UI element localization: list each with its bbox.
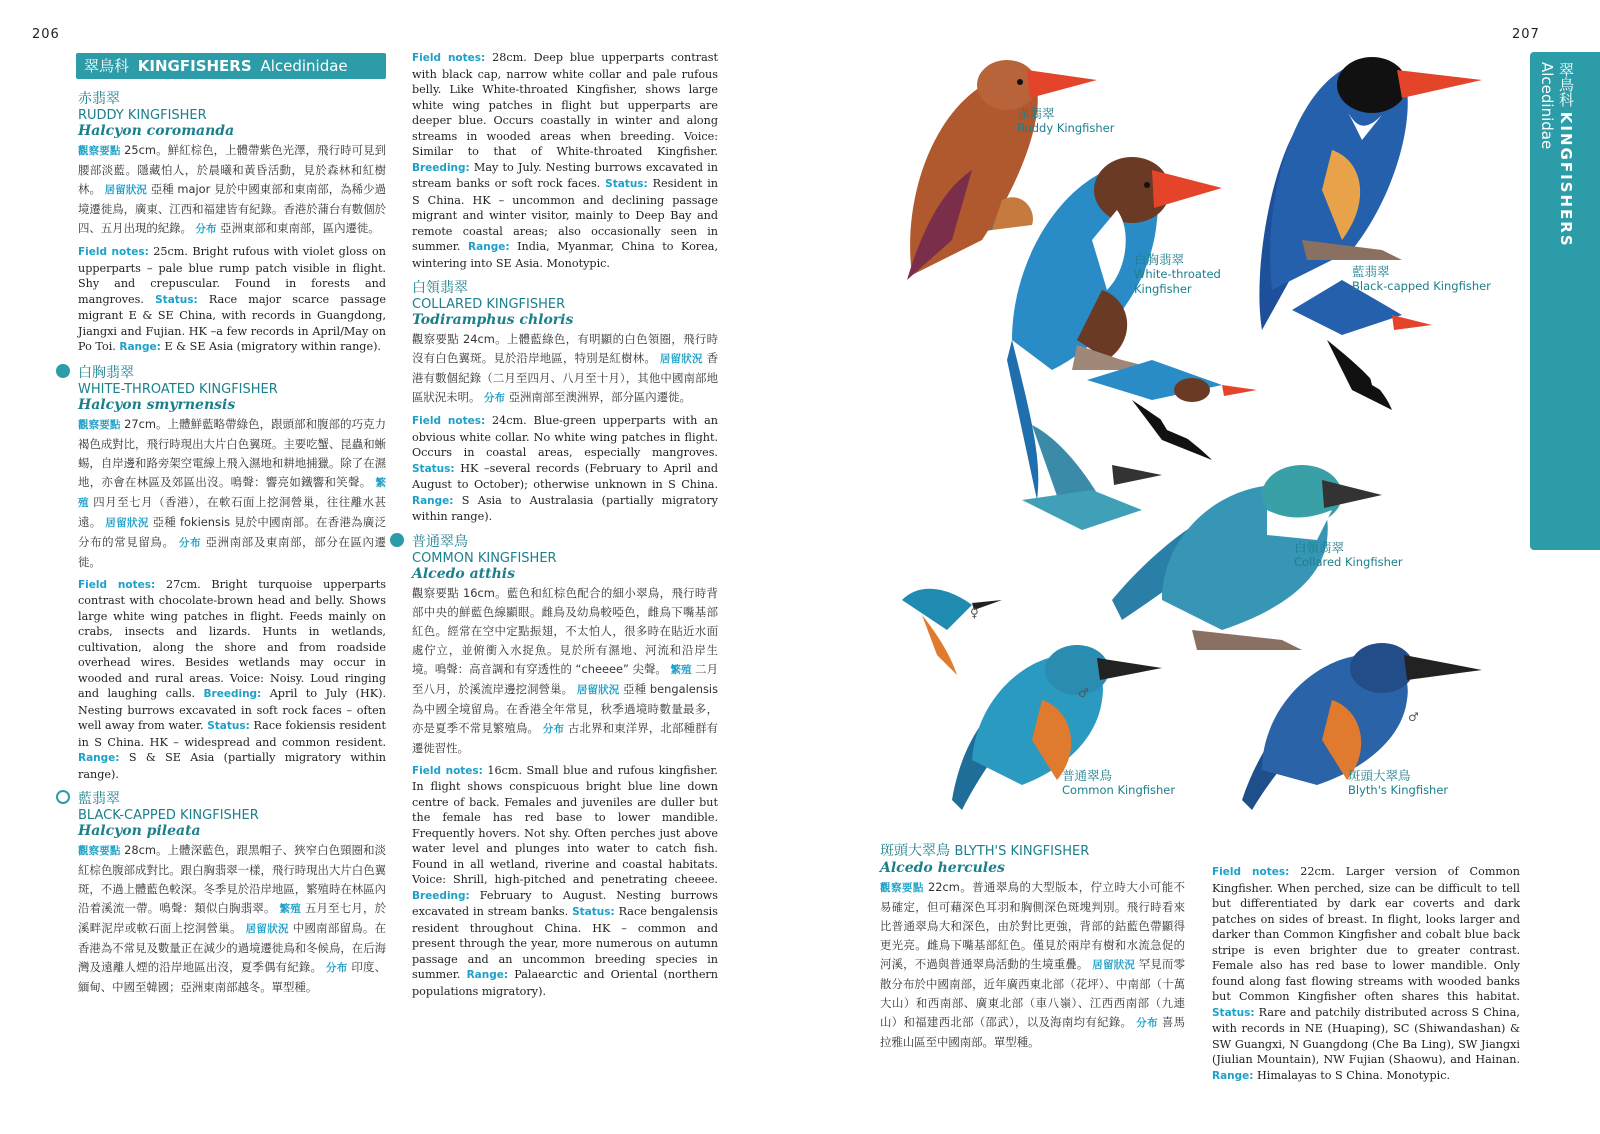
zh-description bbox=[78, 141, 386, 239]
column-2 bbox=[412, 50, 718, 1005]
species-name-sci: Halcyon smyrnensis bbox=[78, 396, 236, 413]
zh-status: 亞種 bengalensis 為中國全境留鳥。在香港全年常見，秋季過境時數量最多，亦是夏季不常見繁殖鳥。 bbox=[412, 681, 718, 735]
species-name-sci: Todiramphus chloris bbox=[412, 312, 574, 328]
label-range: Range: bbox=[412, 494, 454, 507]
zh-status: 亞種 fokiensis 見於中國南部。在香港為廣泛分布的常見留鳥。 bbox=[78, 514, 386, 549]
label-status: Status: bbox=[572, 906, 615, 918]
illustration-plate bbox=[862, 40, 1522, 830]
label-zh-notes: 觀察要點 bbox=[880, 882, 924, 894]
fn-range: Himalayas to S China. Monotypic. bbox=[1257, 1068, 1451, 1082]
label-range: Range: bbox=[466, 969, 509, 981]
species-ruddy bbox=[78, 88, 386, 356]
species-name-en: BLACK-CAPPED KINGFISHER bbox=[78, 808, 259, 823]
label-zh-notes: 觀察要點 bbox=[412, 332, 459, 346]
fn-body: 28cm. Deep blue upperparts contrast with black cap, narrow white collar and pale rufous belly. Like White-throated Kingfisher, shows large white wing patches in flight but upperparts are deeper blue. Occurs coastally in winter and along streams in wooded areas when breeding. Voice: Similar to that of White-throated Kingfisher. bbox=[412, 51, 718, 158]
caption-black-capped bbox=[1352, 264, 1491, 294]
zh-breeding: 五月至七月，於溪畔泥岸或軟石面上挖洞營巢。 bbox=[78, 901, 386, 935]
column-1 bbox=[78, 88, 386, 1003]
fn-range: S Asia to Australasia (partially migratory within range). bbox=[412, 493, 718, 523]
label-status: Status: bbox=[1212, 1006, 1255, 1019]
label-range: Range: bbox=[1212, 1069, 1254, 1082]
caption-en-line2: Kingfisher bbox=[1134, 282, 1192, 296]
caption-white-throated bbox=[1134, 252, 1221, 297]
caption-en-line1: White-throated bbox=[1134, 267, 1221, 281]
label-zh-range: 分布 bbox=[326, 962, 348, 974]
species-name-zh: 普通翠鳥 bbox=[412, 533, 468, 550]
zh-body: 24cm。上體藍綠色，有明顯的白色領圈，飛行時沒有白色翼斑。見於沿岸地區，特別是紅樹林。 bbox=[412, 332, 718, 365]
species-name-en: COMMON KINGFISHER bbox=[412, 550, 557, 566]
zh-status: 香港有數個紀錄（二月至四月、八月至十月），其他中國南部地區狀況未明。 bbox=[412, 351, 719, 404]
species-name-sci: Alcedo atthis bbox=[412, 565, 515, 582]
label-field-notes: Field notes: bbox=[412, 415, 486, 427]
label-field-notes: Field notes: bbox=[78, 246, 149, 258]
zh-body: 25cm。鮮紅棕色，上體帶紫色光澤，飛行時可見到腰部淡藍。隱藏怕人，於晨曦和黃昏活動，見於森林和紅樹林。 bbox=[78, 143, 387, 196]
fn-body: 25cm. Bright rufous with violet gloss on upperparts – pale blue rump patch visible in flight. Shy and crepuscular. Found in forests and mangroves. bbox=[78, 245, 386, 306]
zh-description bbox=[412, 584, 718, 758]
label-zh-range: 分布 bbox=[195, 223, 217, 235]
white-throated-kingfisher-flight-illustration bbox=[1087, 360, 1257, 460]
resident-marker-icon bbox=[56, 364, 70, 378]
common-kingfisher-flight-illustration bbox=[902, 589, 1002, 675]
species-name-zh: 赤翡翠 bbox=[78, 91, 120, 107]
label-zh-range: 分布 bbox=[1136, 1017, 1158, 1029]
caption-en: Blyth's Kingfisher bbox=[1348, 783, 1449, 797]
fn-status: Race fokiensis resident in S China. HK – widespread and common resident. bbox=[78, 719, 386, 749]
label-field-notes: Field notes: bbox=[412, 52, 486, 64]
fn-range: S & SE Asia (partially migratory within range). bbox=[78, 751, 387, 781]
label-breeding: Breeding: bbox=[412, 889, 470, 902]
zh-description bbox=[78, 415, 386, 572]
side-tab-sci: Alcedinidae bbox=[1538, 62, 1556, 150]
species-name-zh bbox=[880, 840, 1185, 860]
caption-blyths bbox=[1348, 768, 1448, 798]
fn-body: 22cm. Larger version of Common Kingfisher. When perched, size can be difficult to tell but differentiated by dark ear coverts and dark patches on sides of breast. In flight, looks larger and darker than Common Kingfisher and cobalt blue back stripe is even brighter due to greater contrast. Female also has red base to lower mandible. Only found along fast flowing streams with wooded banks but Common Kingfisher often shares this habitat. bbox=[1212, 865, 1520, 1003]
caption-en: Collared Kingfisher bbox=[1294, 555, 1403, 569]
zh-breeding: 二月至八月，於溪流岸邊挖洞營巢。 bbox=[412, 661, 718, 696]
label-status: Status: bbox=[155, 293, 198, 306]
label-zh-breeding: 繁殖 bbox=[279, 903, 301, 915]
label-zh-status: 居留狀況 bbox=[1092, 959, 1136, 971]
caption-zh: 斑頭大翠鳥 bbox=[1348, 768, 1411, 783]
fn-status: Resident in S China. HK – uncommon and declining passage migrant and winter visitor, mainly to Deep Bay and remote coastal areas; also occasionally seen in summer. bbox=[412, 177, 718, 253]
zh-range: 印度、緬甸、中國至韓國；亞洲東南部越冬。單型種。 bbox=[78, 960, 386, 994]
label-zh-notes: 觀察要點 bbox=[78, 418, 121, 431]
field-notes bbox=[78, 244, 386, 356]
zh-range: 亞洲南部及東南部，部分在區內遷徙。 bbox=[78, 534, 387, 569]
label-zh-breeding: 繁殖 bbox=[670, 663, 692, 676]
zh-description bbox=[78, 841, 386, 997]
species-name-en: BLYTH'S KINGFISHER bbox=[954, 844, 1090, 859]
zh-body: 28cm。上體深藍色，跟黑帽子、狹窄白色頸圈和淡紅棕色腹部成對比。跟白胸翡翠一樣，飛行時現出大片白色翼斑，不過上體藍色較深。冬季見於沿岸地區，繁殖時在林區內沿着溪流一帶。鳴聲：類似白胸翡翠。 bbox=[78, 843, 387, 915]
field-notes bbox=[412, 763, 718, 1000]
kingfisher-illustrations bbox=[862, 40, 1522, 830]
caption-zh: 赤翡翠 bbox=[1017, 106, 1055, 121]
species-name-zh: 白胸翡翠 bbox=[78, 364, 134, 381]
zh-body: 16cm。藍色和紅棕色配合的細小翠鳥，飛行時背部中央的鮮藍色線顯眼。雌鳥及幼鳥較啞色，雌鳥下嘴基部紅色。經常在空中定點振翅，不太怕人，很多時在貼近水面處佇立，並俯衝入水捉魚。見於所有濕地、河流和沿岸生境。鳴聲：高音調和有穿透性的 “cheeee” 尖聲。 bbox=[412, 585, 718, 676]
label-status: Status: bbox=[605, 178, 648, 190]
species-name-zh: 藍翡翠 bbox=[78, 791, 120, 807]
male-symbol-common: ♂ bbox=[1078, 686, 1089, 700]
family-header-zh: 翠鳥科 bbox=[84, 57, 130, 75]
field-notes bbox=[78, 577, 386, 783]
label-zh-status: 居留狀況 bbox=[245, 923, 289, 935]
side-tab-en: KINGFISHERS bbox=[1557, 111, 1575, 248]
label-zh-breeding: 繁殖 bbox=[78, 476, 386, 509]
migrant-marker-icon bbox=[56, 790, 70, 804]
label-status: Status: bbox=[412, 462, 455, 475]
side-tab-zh: 翠鳥科 bbox=[1557, 62, 1575, 107]
page-number-left: 206 bbox=[32, 27, 60, 42]
caption-zh: 藍翡翠 bbox=[1352, 264, 1390, 279]
fn-status: Race bengalensis resident throughout China. HK – common and present through the year, more numerous on autumn passage and an uncommon breeding species in summer. bbox=[412, 905, 719, 981]
species-name-sci: Halcyon coromanda bbox=[78, 123, 235, 139]
blyths-field-notes-column bbox=[1212, 864, 1520, 1090]
zh-description bbox=[880, 878, 1185, 1052]
caption-en: Ruddy Kingfisher bbox=[1017, 121, 1115, 135]
zh-status: 中國南部留鳥。在香港為不常見及數量正在減少的過境遷徙鳥和冬候鳥，在后海灣及遠離人煙的沿岸地區出沒，夏季偶有紀錄。 bbox=[78, 921, 386, 974]
zh-range: 亞洲東部和東南部，區內遷徙。 bbox=[220, 221, 380, 235]
family-header bbox=[76, 53, 386, 79]
caption-zh: 普通翠鳥 bbox=[1062, 768, 1113, 783]
label-status: Status: bbox=[207, 720, 250, 732]
label-zh-range: 分布 bbox=[542, 722, 565, 735]
label-zh-notes: 觀察要點 bbox=[78, 145, 121, 157]
fn-status: Rare and patchily distributed across S China, with records in NE (Huaping), SC (Shiwandashan) & SW Guangxi, N Guangdong (Che Ba Ling), SW Jiangxi (Jiulian Mountain), NW Fujian (Shaowu), and Hainan. bbox=[1212, 1005, 1520, 1066]
fn-status: HK –several records (February to April and August to October); otherwise unknown in S China. bbox=[412, 461, 718, 491]
collared-kingfisher-flight-illustration bbox=[1022, 425, 1162, 530]
label-zh-status: 居留狀況 bbox=[576, 683, 620, 696]
family-header-sci: Alcedinidae bbox=[260, 57, 348, 75]
label-field-notes: Field notes: bbox=[412, 764, 483, 777]
label-breeding: Breeding: bbox=[412, 161, 470, 174]
male-symbol-blyths: ♂ bbox=[1408, 710, 1419, 724]
species-black-capped bbox=[78, 788, 386, 997]
black-capped-kingfisher-flight-illustration bbox=[1292, 280, 1432, 410]
field-notes-black-capped bbox=[412, 50, 718, 271]
fn-body: 27cm. Bright turquoise upperparts contrast with chocolate-brown head and belly. Shows large white wing patches in flight. Feeds mainly on crabs, insects and lizards. Hunts in wetlands, cultivation, along the shore and from roadside overhead wires. Besides wetlands may occur in wooded and rural areas. Voice: Noisy. Loud ringing and laughing calls. bbox=[78, 577, 386, 700]
fn-breeding: February to August. Nesting burrows excavated in stream banks. bbox=[412, 888, 718, 918]
resident-marker-icon bbox=[390, 533, 404, 547]
label-zh-notes: 觀察要點 bbox=[78, 845, 121, 857]
caption-zh: 白胸翡翠 bbox=[1134, 252, 1185, 267]
family-header-en: KINGFISHERS bbox=[137, 57, 252, 75]
caption-zh: 白領翡翠 bbox=[1294, 540, 1345, 555]
zh-status: 罕見而零散分布於中國南部，近年廣西東北部（花坪）、中南部（十萬大山）和西南部、廣東北部（車八嶺）、江西西南部（九連山）和福建西北部（邵武），以及海南均有紀錄。 bbox=[880, 957, 1185, 1029]
field-notes bbox=[412, 413, 718, 525]
label-zh-range: 分布 bbox=[483, 392, 505, 404]
species-name-zh: 白領翡翠 bbox=[412, 280, 468, 296]
species-name-en: RUDDY KINGFISHER bbox=[78, 108, 207, 123]
page-number-right: 207 bbox=[1512, 27, 1540, 42]
fn-range: India, Myanmar, China to Korea, wintering into SE Asia. Monotypic. bbox=[412, 240, 719, 270]
label-zh-status: 居留狀況 bbox=[105, 516, 149, 529]
label-field-notes: Field notes: bbox=[1212, 866, 1290, 878]
label-zh-notes: 觀察要點 bbox=[412, 585, 459, 600]
side-tab bbox=[1530, 52, 1600, 550]
species-common bbox=[412, 531, 718, 1000]
species-white-throated bbox=[78, 362, 386, 783]
label-breeding: Breeding: bbox=[203, 688, 262, 700]
fn-body: 24cm. Blue-green upperparts with an obvious white collar. No white wing patches in flight. Occurs in coastal areas, especially mangroves. bbox=[412, 414, 718, 459]
species-name-zh-text: 斑頭大翠鳥 bbox=[880, 843, 950, 859]
caption-en: Black-capped Kingfisher bbox=[1352, 279, 1491, 293]
fn-range: Palaearctic and Oriental (northern populations migratory). bbox=[412, 968, 718, 998]
label-range: Range: bbox=[468, 241, 510, 253]
zh-body: 27cm。上體鮮藍略帶綠色，跟頭部和腹部的巧克力褐色成對比，飛行時現出大片白色翼斑。主要吃蟹、昆蟲和蜥蜴，自岸邊和路旁架空電線上飛入濕地和耕地捕獵。除了在濕地，亦會在林區及郊區出沒。鳴聲：響亮如鐵響和笑聲。 bbox=[78, 416, 387, 489]
label-range: Range: bbox=[119, 341, 161, 353]
species-blyths bbox=[880, 840, 1185, 1057]
fn-range: E & SE Asia (migratory within range). bbox=[164, 340, 381, 353]
fn-breeding: May to July. Nesting burrows excavated in stream banks or soft rock faces. bbox=[412, 160, 718, 190]
fn-body: 16cm. Small blue and rufous kingfisher. In flight shows conspicuous bright blue line down centre of back. Females and juveniles are duller but the female has red base to lower mandible. Frequently hovers. Not shy. Often perches just above water level and plunges into water to catch fish. Found in all wetland, riverine and coastal habitats. Voice: Shrill, high-pitched and penetrating cheeee. bbox=[412, 763, 718, 886]
species-name-sci: Halcyon pileata bbox=[78, 823, 201, 839]
zh-range: 喜馬拉雅山區至中國南部。單型種。 bbox=[880, 1015, 1186, 1049]
zh-range: 亞洲南部至澳洲界，部分區內遷徙。 bbox=[508, 390, 691, 404]
fn-status: Race major scarce passage migrant E & SE China, with records in Guangdong, Jiangxi and Fujian. HK –a few records in April/May on Po Toi. bbox=[78, 292, 387, 353]
label-zh-status: 居留狀況 bbox=[104, 184, 148, 196]
fn-breeding: April to July (HK). Nesting burrows excavated in soft rock faces – often well away from water. bbox=[78, 687, 387, 732]
species-name-en: COLLARED KINGFISHER bbox=[412, 297, 566, 312]
caption-ruddy bbox=[1017, 106, 1114, 136]
label-zh-range: 分布 bbox=[178, 536, 202, 549]
side-tab-text bbox=[1556, 62, 1577, 248]
zh-status: 亞種 major 見於中國東部和東南部，為稀少過境遷徙鳥，廣東、江西和福建皆有紀錄。香港於蒲台有數個於四、五月出現的紀錄。 bbox=[78, 182, 387, 235]
zh-description bbox=[412, 330, 718, 408]
field-notes bbox=[1212, 864, 1520, 1084]
zh-breeding: 四月至七月（香港），在軟石面上挖洞營巢，往往離水甚遠。 bbox=[78, 494, 387, 529]
zh-body: 22cm。普通翠鳥的大型版本，佇立時大小可能不易確定，但可藉深色耳羽和胸側深色斑塊判別。飛行時看來比普通翠鳥大和深色，由於對比更強，背部的鈷藍色帶顯得更光亮。雌鳥下嘴基部紅色。僅見於兩岸有樹和水流急促的河溪，不過與普通翠鳥活動的生境重疊。 bbox=[880, 880, 1186, 971]
label-field-notes: Field notes: bbox=[78, 578, 156, 591]
label-zh-status: 居留狀況 bbox=[659, 353, 703, 365]
species-collared bbox=[412, 277, 718, 525]
species-name-en: WHITE-THROATED KINGFISHER bbox=[78, 381, 278, 397]
caption-en: Common Kingfisher bbox=[1062, 783, 1176, 797]
species-name-sci: Alcedo hercules bbox=[880, 860, 1005, 876]
caption-collared bbox=[1294, 540, 1403, 570]
female-symbol: ♀ bbox=[970, 606, 979, 620]
label-range: Range: bbox=[78, 752, 120, 764]
caption-common bbox=[1062, 768, 1175, 798]
zh-range: 古北界和東洋界，北部種群有遷徙習性。 bbox=[412, 720, 719, 755]
